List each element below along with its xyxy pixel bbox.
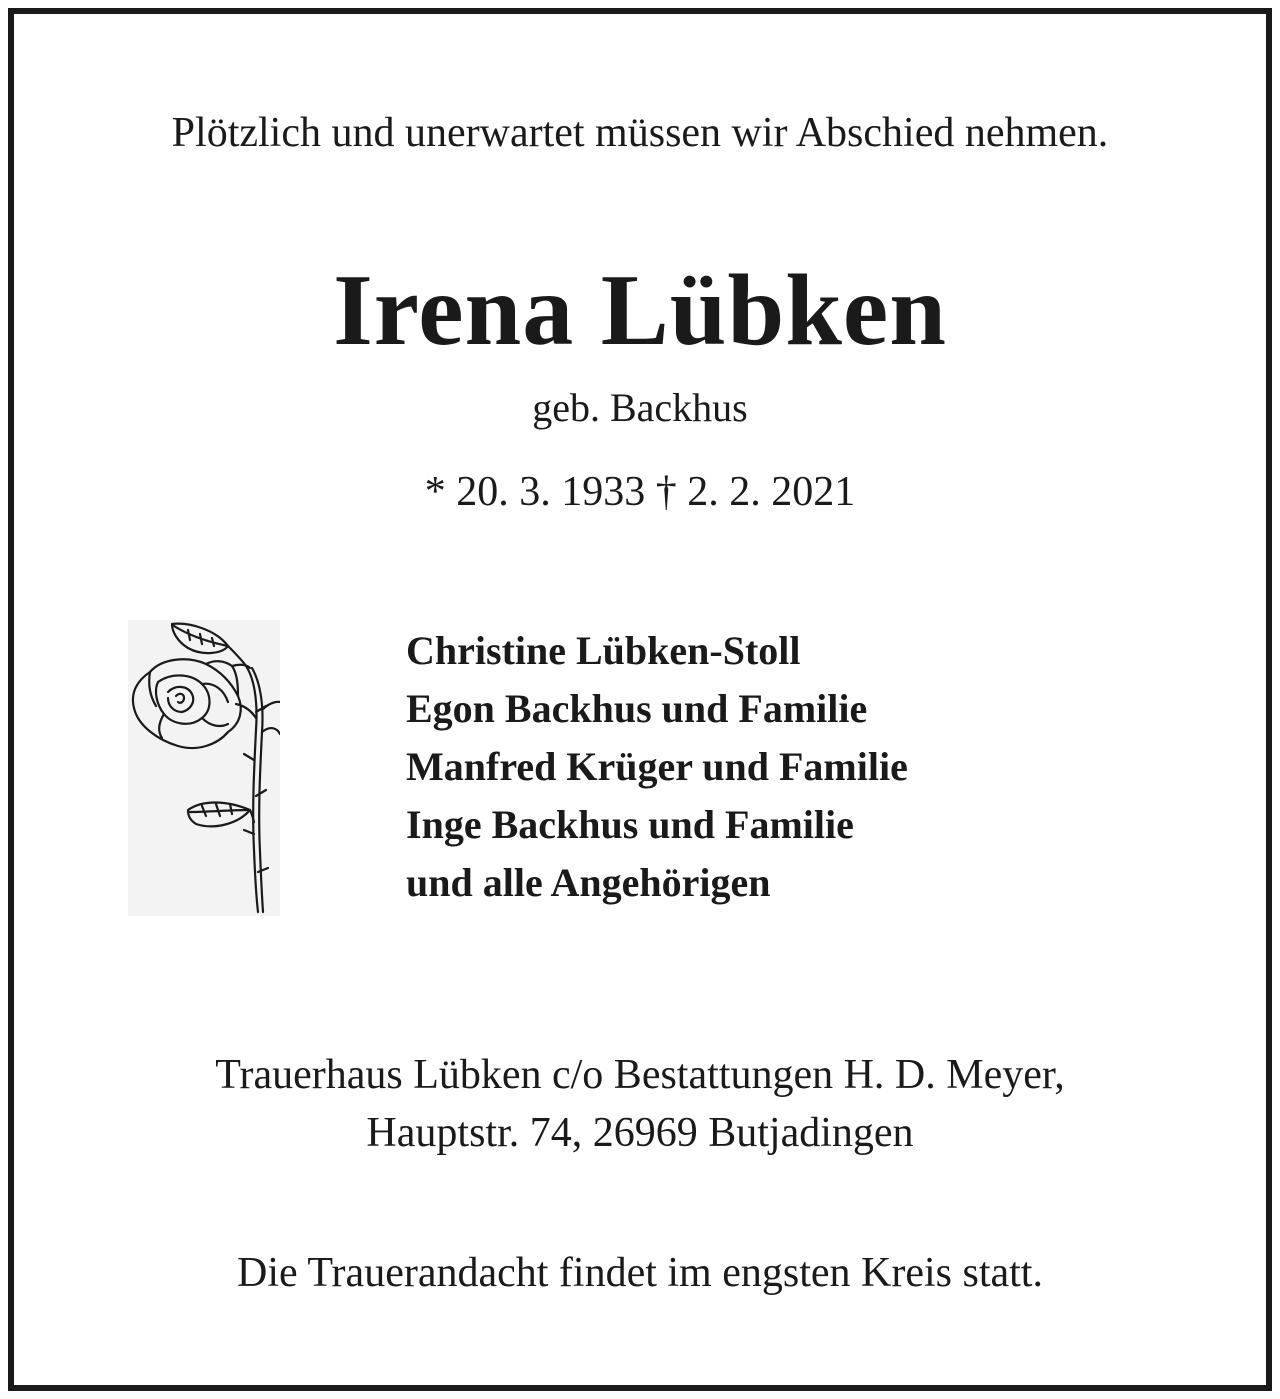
deceased-name: Irena Lübken [333, 254, 947, 367]
address-line: Trauerhaus Lübken c/o Bestattungen H. D. Meyer, [215, 1052, 1065, 1098]
mourner-line: und alle Angehörigen [406, 860, 771, 905]
service-note: Die Trauerandacht findet im engsten Kreis statt. [237, 1250, 1043, 1296]
mourner-line: Christine Lübken-Stoll [406, 628, 801, 673]
mourner-line: Egon Backhus und Familie [406, 686, 868, 731]
mourners-list [406, 622, 908, 912]
address-line: Hauptstr. 74, 26969 Butjadingen [366, 1110, 914, 1156]
rose-icon [128, 620, 280, 916]
address-block [0, 1046, 1280, 1162]
mourner-line: Inge Backhus und Familie [406, 802, 854, 847]
life-dates: * 20. 3. 1933 † 2. 2. 2021 [424, 469, 856, 515]
maiden-name: geb. Backhus [532, 385, 748, 430]
intro-line: Plötzlich und unerwartet müssen wir Abschied nehmen. [171, 110, 1109, 156]
mourner-line: Manfred Krüger und Familie [406, 744, 908, 789]
